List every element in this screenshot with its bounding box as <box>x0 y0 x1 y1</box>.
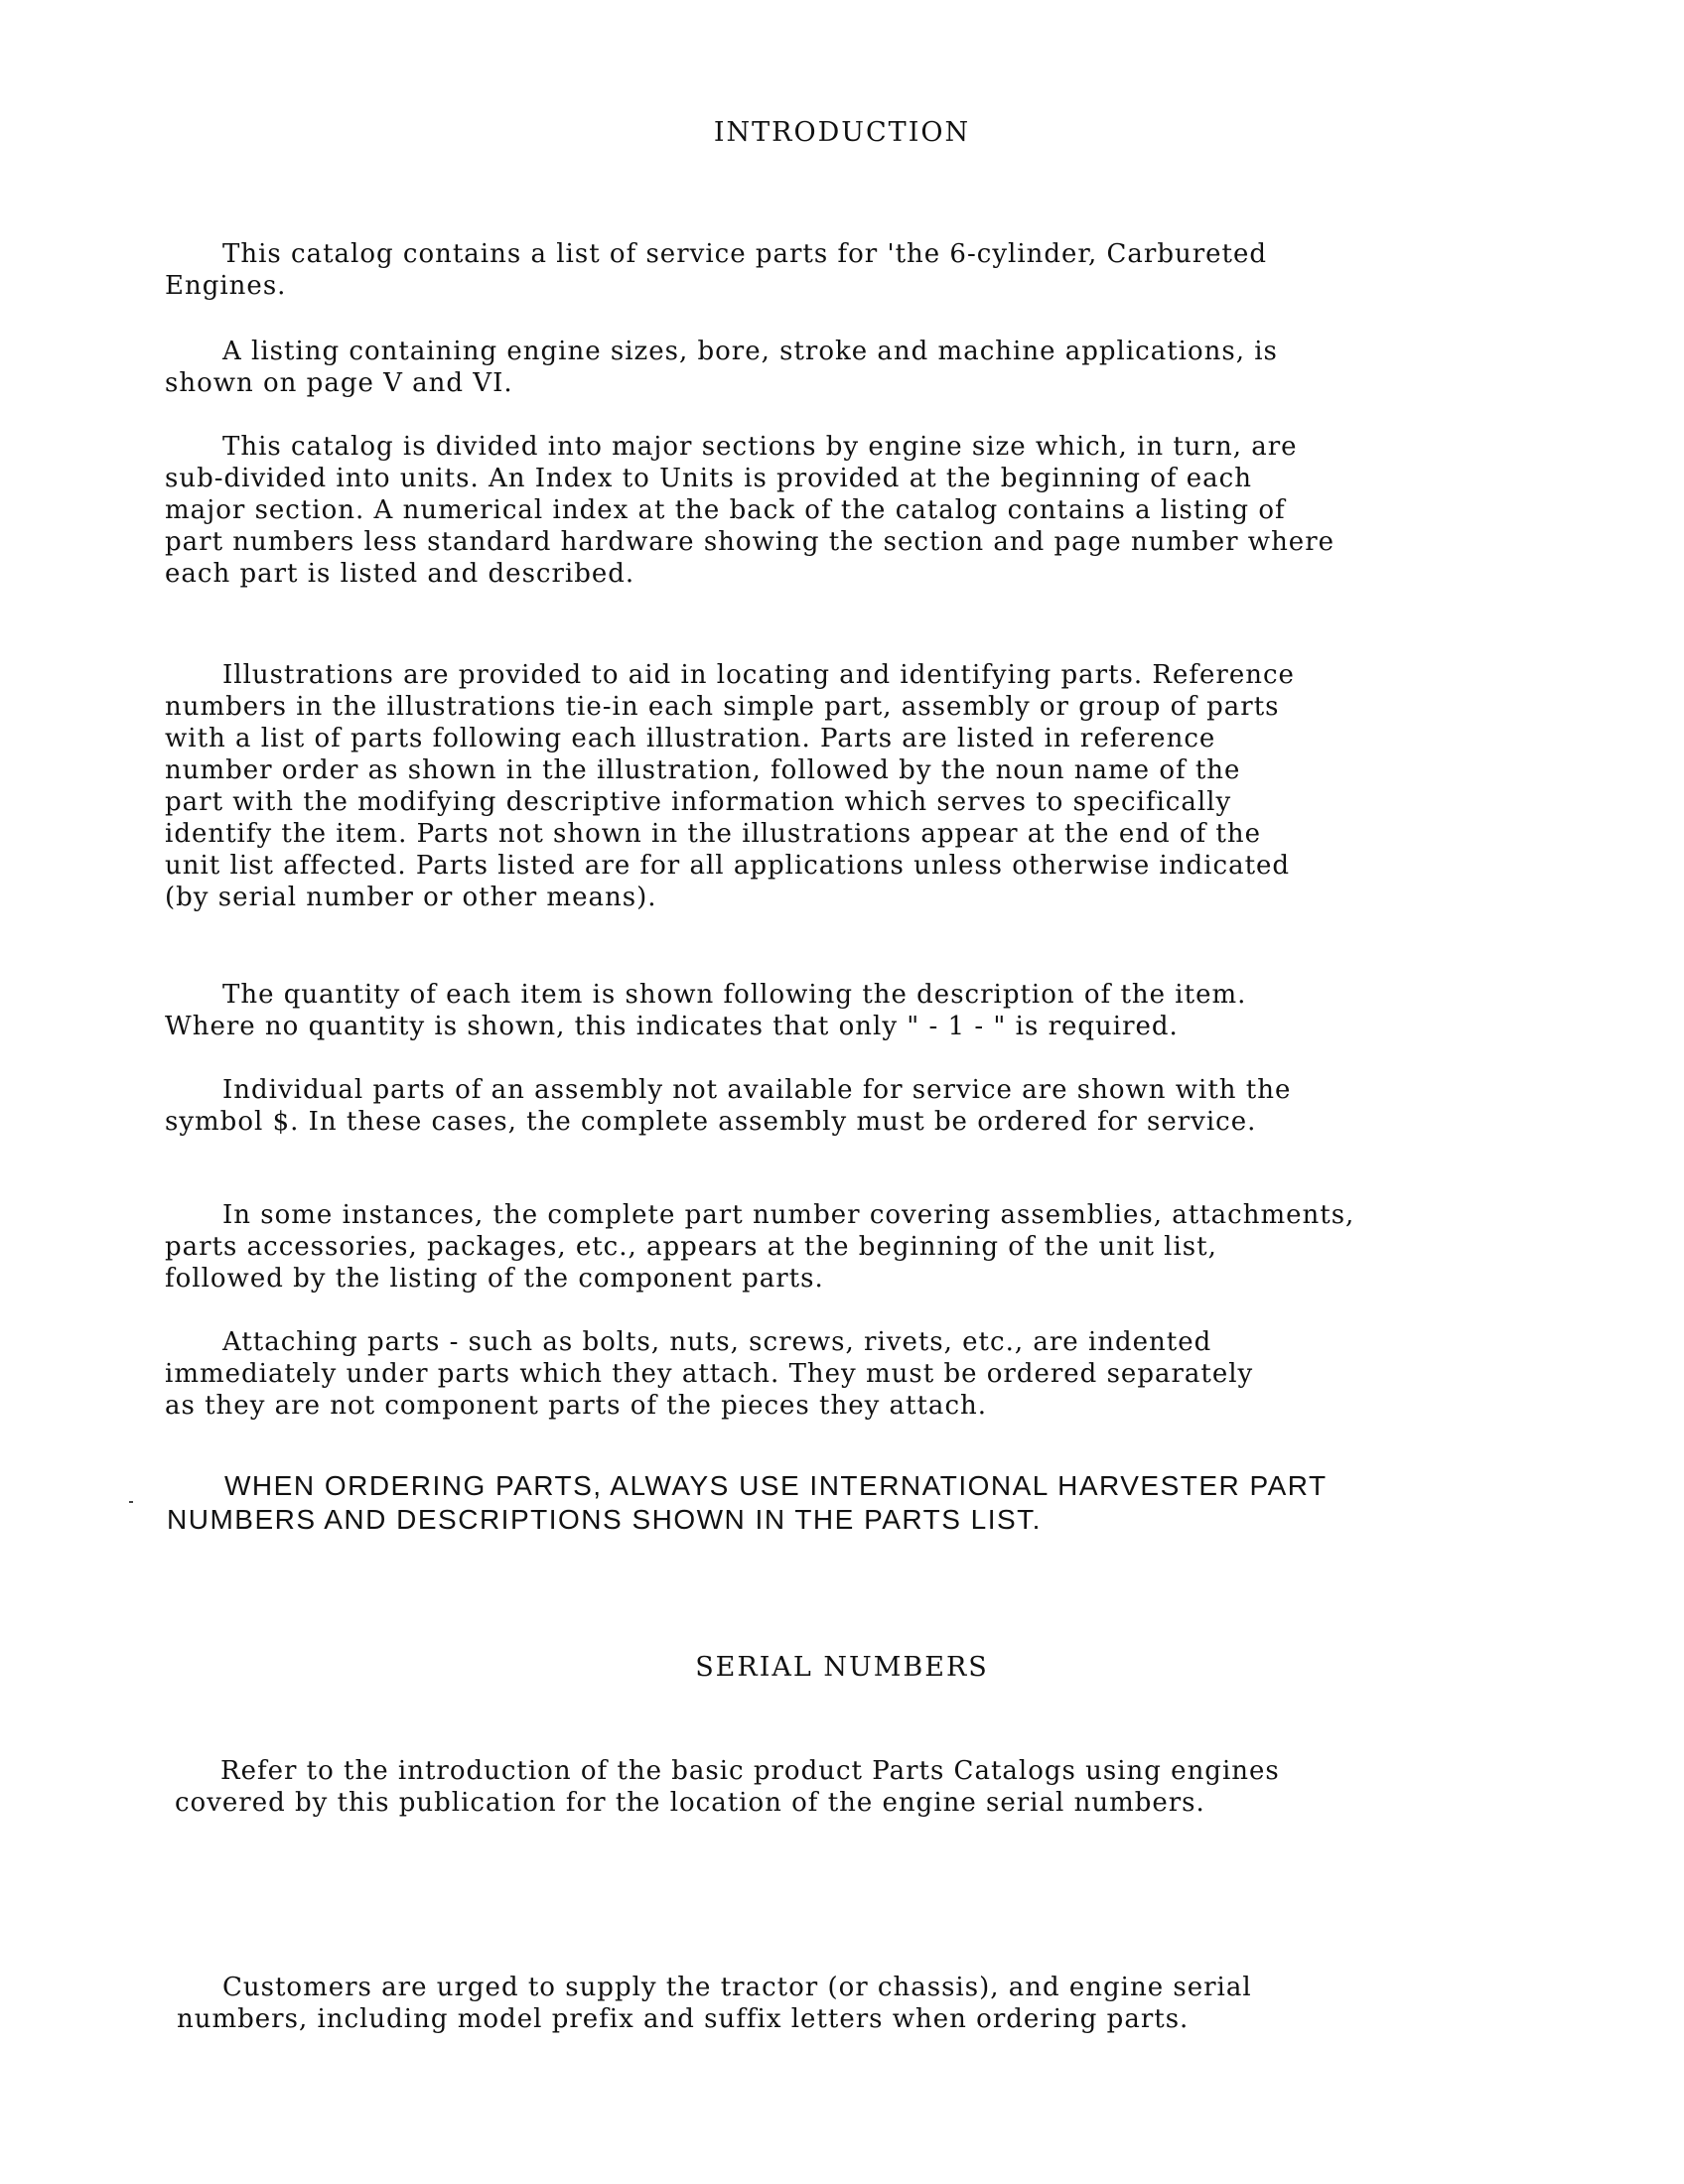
text-line: number order as shown in the illustration, followed by the noun name of the <box>165 755 1241 785</box>
text-line: major section. A numerical index at the back of the catalog contains a listing of <box>165 495 1286 525</box>
text-line: parts accessories, packages, etc., appears at the beginning of the unit list, <box>165 1232 1217 1262</box>
scan-mark <box>129 1501 133 1503</box>
text-line: Where no quantity is shown, this indicates that only " - 1 - " is required. <box>165 1012 1179 1041</box>
text-line: Illustrations are provided to aid in locating and identifying parts. Reference <box>222 660 1295 690</box>
text-line: (by serial number or other means). <box>165 883 657 912</box>
text-line: NUMBERS AND DESCRIPTIONS SHOWN IN THE PARTS LIST. <box>167 1504 1042 1535</box>
serial-numbers-heading: SERIAL NUMBERS <box>695 1652 989 1683</box>
intro-paragraph-8 <box>165 1326 1253 1422</box>
serial-paragraph-2 <box>177 1972 1252 2035</box>
text-line: immediately under parts which they attach. They must be ordered separately <box>165 1359 1254 1389</box>
intro-paragraph-3 <box>165 431 1334 590</box>
text-line: This catalog contains a list of service parts for 'the 6-cylinder, Carbureted <box>222 239 1268 269</box>
text-line: Attaching parts - such as bolts, nuts, screws, rivets, etc., are indented <box>222 1327 1212 1357</box>
text-line: Individual parts of an assembly not available for service are shown with the <box>222 1075 1292 1105</box>
intro-paragraph-4 <box>165 659 1295 913</box>
text-line: Customers are urged to supply the tractor (or chassis), and engine serial <box>222 1973 1252 2002</box>
text-line: Engines. <box>165 271 287 301</box>
text-line: numbers, including model prefix and suffix letters when ordering parts. <box>177 2004 1190 2034</box>
text-line: part with the modifying descriptive information which serves to specifically <box>165 787 1232 817</box>
text-line: as they are not component parts of the pieces they attach. <box>165 1391 988 1421</box>
text-line: This catalog is divided into major sections by engine size which, in turn, are <box>222 432 1298 462</box>
intro-paragraph-6 <box>165 1074 1291 1138</box>
text-line: numbers in the illustrations tie-in each simple part, assembly or group of parts <box>165 692 1280 722</box>
text-line: identify the item. Parts not shown in the illustrations appear at the end of the <box>165 819 1261 849</box>
text-line: part numbers less standard hardware showing the section and page number where <box>165 527 1335 557</box>
ordering-notice <box>167 1469 1328 1537</box>
intro-paragraph-1 <box>165 238 1267 302</box>
text-line: symbol $. In these cases, the complete assembly must be ordered for service. <box>165 1107 1257 1137</box>
text-line: unit list affected. Parts listed are for all applications unless otherwise indicated <box>165 851 1291 881</box>
text-line: The quantity of each item is shown following the description of the item. <box>222 980 1247 1010</box>
serial-paragraph-1 <box>175 1755 1280 1819</box>
text-line: with a list of parts following each illustration. Parts are listed in reference <box>165 724 1216 753</box>
text-line: followed by the listing of the component parts. <box>165 1264 824 1294</box>
intro-paragraph-5 <box>165 979 1246 1042</box>
text-line: each part is listed and described. <box>165 559 635 589</box>
text-line: A listing containing engine sizes, bore, stroke and machine applications, is <box>222 337 1278 366</box>
intro-paragraph-2 <box>165 336 1278 399</box>
text-line: Refer to the introduction of the basic product Parts Catalogs using engines <box>220 1756 1280 1786</box>
text-line: WHEN ORDERING PARTS, ALWAYS USE INTERNATIONAL HARVESTER PART <box>224 1470 1328 1501</box>
text-line: sub-divided into units. An Index to Units is provided at the beginning of each <box>165 464 1252 493</box>
intro-paragraph-7 <box>165 1199 1354 1295</box>
text-line: covered by this publication for the location of the engine serial numbers. <box>175 1788 1205 1818</box>
introduction-heading: INTRODUCTION <box>713 117 971 148</box>
text-line: In some instances, the complete part number covering assemblies, attachments, <box>222 1200 1355 1230</box>
text-line: shown on page V and VI. <box>165 368 513 398</box>
